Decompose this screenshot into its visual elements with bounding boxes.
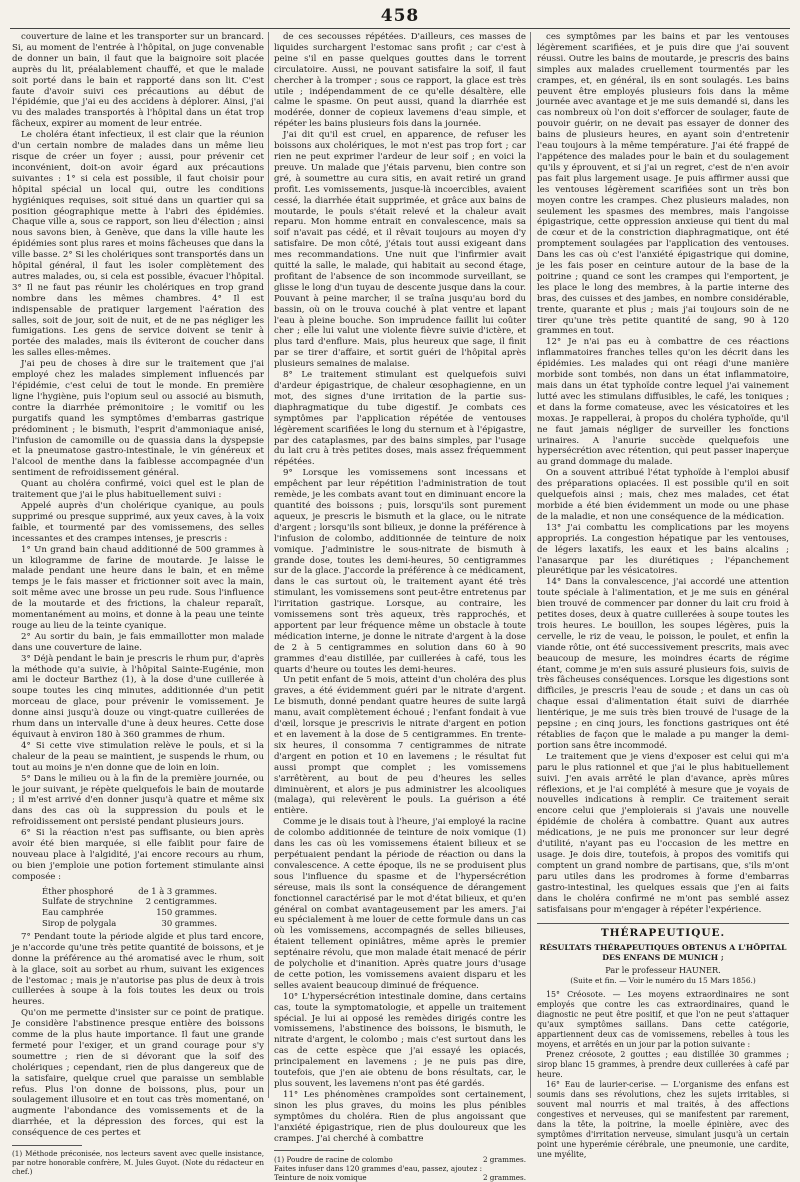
paragraph: 11° Les phénomènes crampoïdes sont certainement, sinon les plus graves, du moins les plus pénibles symptômes du choléra. Rien de plus angoissant que l'anxiété épigastrique, rien de plus douloureux que les crampes. J'ai cherché à combattre <box>274 1089 526 1144</box>
paragraph: Le traitement que je viens d'exposer est celui qui m'a paru le plus rationnel et que j'ai le plus habituellement suivi. J'en avais arrêté le plan d'avance, après mûres réflexions, et je l'ai complété à mesure que je voyais de nouvelles indications à remplir. Ce traitement serait encore celui que j'emploierais si j'avais une nouvelle épidémie de choléra à combattre. Quant aux autres médications, je ne puis me prononcer sur leur degré d'utilité, n'ayant pas eu l'occasion de les mettre en usage. Je dois dire, toutefois, à propos des vomitifs qui comptent un grand nombre de partisans, que, s'ils m'ont paru utiles dans les prodromes à forme d'embarras gastro-intestinal, les quelques essais que j'en ai faits dans le choléra confirmé ne m'ont pas semblé assez satisfaisans pour m'engager à répéter l'expérience. <box>537 751 789 915</box>
paragraph: couverture de laine et les transporter sur un brancard. Si, au moment de l'entrée à l'hôpital, on juge convenable de donner un bain, il faut que la baignoire soit placée auprès du lit, préalablement chauffé, et que le malade soit porté dans le bain et rapporté dans son lit. C'est faute d'avoir suivi ces précautions au début de l'épidémie, que j'ai eu des accidens à déplorer. Ainsi, j'ai vu des malades transportés à l'hôpital dans un état trop fâcheux, expirer au moment de leur entrée. <box>12 32 264 130</box>
formula-row <box>42 896 217 907</box>
column-divider <box>530 32 531 1098</box>
paragraph: Appelé auprès d'un cholérique cyanique, au pouls supprimé ou presque supprimé, aux yeux caves, à la voix faible, et tourmenté par des vomissemens, des selles incessantes et des crampes intenses, je prescris : <box>12 500 264 544</box>
paragraph: 1° Un grand bain chaud additionné de 500 grammes à un kilogramme de farine de moutarde. Je laisse le malade pendant une heure dans le bain, et en même temps je le fais masser et frictionner soit avec la main, soit même avec une brosse un peu rude. Sous l'influence de la moutarde et des frictions, la chaleur reparaît, momentanément au moins, et donne à la peau une teinte rouge au lieu de la teinte cyanique. <box>12 544 264 631</box>
footnote: (1) Méthode préconisée, nos lecteurs savent avec quelle insistance, par notre honorable confrère, M. Jules Guyot. (Note du rédacteur en chef.) <box>12 1149 264 1177</box>
column-left <box>12 32 264 1177</box>
column-right <box>537 32 789 1160</box>
paragraph: 15° Créosote. — Les moyens extraordinaires ne sont employés que contre les cas extraordinaires, quand le diagnostic ne peut être positif, et que l'on ne peut s'attaquer qu'aux symptômes saillans. Dans cette catégorie, appartiennent deux cas de vomissemens, rebelles à tous les moyens, et arrêtés en un jour par la potion suivante : <box>537 990 789 1050</box>
paragraph: 2° Au sortir du bain, je fais emmaillotter mon malade dans une couverture de laine. <box>12 631 264 653</box>
paragraph: Quant au choléra confirmé, voici quel est le plan de traitement que j'ai le plus habituellement suivi : <box>12 479 264 501</box>
paragraph: 4° Si cette vive stimulation relève le pouls, et si la chaleur de la peau se maintient, je suspends le rhum, ou tout au moins je n'en donne que de loin en loin. <box>12 740 264 773</box>
paragraph: de ces secousses répétées. D'ailleurs, ces masses de liquides surchargent l'estomac sans profit ; car c'est à peine s'il en passe quelques gouttes dans le torrent circulatoire. Aussi, ne pouvant satisfaire la soif, il faut chercher à la tromper ; sous ce rapport, la glace est très utile ; indépendamment de ce qu'elle désaltère, elle calme le spasme. On peut aussi, quand la diarrhée est modérée, donner de copieux lavemens d'eau simple, et répéter les bains plusieurs fois dans la journée. <box>274 32 526 130</box>
footnote-rule <box>12 1145 82 1146</box>
quantity: 30 grammes. <box>161 918 217 929</box>
paragraph: 5° Dans le milieu ou à la fin de la première journée, ou le jour suivant, je répète quelquefois le bain de moutarde ; il m'est arrivé d'en donner jusqu'à quatre et même six dans des cas où la suppression du pouls et le refroidissement ont persisté pendant plusieurs jours. <box>12 773 264 828</box>
ingredient: Eau camphrée <box>42 907 104 918</box>
paragraph: Le choléra étant infectieux, il est clair que la réunion d'un certain nombre de malades dans un même lieu risque de créer un foyer ; aussi, pour prévenir cet inconvénient, doit-on avoir égard aux précautions suivantes : 1° si cela est possible, il faut choisir pour hôpital spécial un local qui, outre les conditions hygiéniques requises, soit situé dans un quartier qui sa position géographique mette à l'abri des épidémies. Chaque ville a, sous ce rapport, son lieu d'élection ; ainsi nous savons bien, à Genève, que dans la ville haute les épidémies sont plus rares et moins fâcheuses que dans la ville basse. 2° Si les cholériques sont transportés dans un hôpital général, il faut les isoler complètement des autres malades, ou, si cela est possible, évacuer l'hôpital. 3° Il ne faut pas réunir les cholériques en trop grand nombre dans les mêmes chambres. 4° Il est indispensable de pratiquer largement l'aération des salles, soit de jour, soit de nuit, et de ne pas négliger les fumigations. Les gens de service doivent se tenir à portée des malades, mais ils éviteront de coucher dans les salles elles-mêmes. <box>12 130 264 359</box>
paragraph: J'ai dit qu'il est cruel, en apparence, de refuser les boissons aux cholériques, le mot n'est pas trop fort ; car rien ne peut exprimer l'ardeur de leur soif ; en voici la preuve. Un malade que j'étais parvenu, bien contre son gré, à soumettre au cura sitis, en avait retiré un grand profit. Les vomissements, jusque-là incoercibles, avaient cessé, la diarrhée était supprimée, et grâce aux bains de moutarde, le pouls s'était relevé et la chaleur avait reparu. Mon homme entrait en convalescence, mais sa soif n'avait pas cédé, et il rêvait toujours au moyen d'y satisfaire. De mon côté, j'étais tout aussi exigeant dans mes recommandations. Une nuit que l'infirmier avait quitté la salle, le malade, qui habitait au second étage, profitant de l'absence de son incommode surveillant, se glisse le long d'un tuyau de descente jusque dans la cour. Pouvant à peine marcher, il se traîna jusqu'au bord du bassin, où on le trouva couché à plat ventre et lapant l'eau à pleine bouche. Son imprudence faillit lui coûter cher ; elle lui valut une violente fièvre suivie d'ictère, et plus tard d'enflure. Mais, plus heureux que sage, il finit par se tirer d'affaire, et sortit guéri de l'hôpital après plusieurs semaines de malaise. <box>274 130 526 370</box>
paragraph: 13° J'ai combattu les complications par les moyens appropriés. La congestion hépatique par les ventouses, de légers laxatifs, les eaux et les bains alcalins ; l'anasarque par les diurétiques ; l'épanchement pleurétique par les vésicatoires. <box>537 522 789 577</box>
formula-row <box>42 907 217 918</box>
ingredient: Sirop de polygala <box>42 918 117 929</box>
formula-row <box>274 1155 526 1164</box>
sequel-note: (Suite et fin. — Voir le numéro du 15 Mars 1856.) <box>570 976 756 986</box>
column-divider <box>268 32 269 1098</box>
ingredient: Teinture de noix vomique <box>274 1173 367 1182</box>
page-number: 458 <box>380 6 420 26</box>
formula-row <box>274 1173 526 1182</box>
paragraph: ces symptômes par les bains et par les ventouses légèrement scarifiées, et je puis dire que j'ai souvent réussi. Outre les bains de moutarde, je prescris des bains simples aux malades cruellement tourmentés par les crampes, et, en général, ils en sont soulagés. Les bains peuvent être employés plusieurs fois dans la même journée avec avantage et je me suis demandé si, dans les cas nombreux où l'on doit s'efforcer de soulager, faute de pouvoir guérir, on ne devait pas essayer de donner des bains de plusieurs heures, en ayant soin d'entretenir l'eau toujours à la même température. J'ai été frappé de l'appétence des malades pour le bain et du soulagement qu'ils y éprouvent, et si j'ai un regret, c'est de n'en avoir pas fait plus largement usage. Je puis affirmer aussi que les ventouses légèrement scarifiées sont un très bon moyen contre les crampes. Chez plusieurs malades, non seulement les spasmes des membres, mais l'angoisse épigastrique, cette oppression anxieuse qui tient du mal de cœur et de la constriction diaphragmatique, ont été promptement soulagées par l'application des ventouses. Dans les cas où c'est l'anxiété épigastrique qui domine, je les fais poser en ceinture autour de la base de la poitrine ; quand ce sont les crampes qui l'emportent, je les place le long des membres, à la partie interne des bras, des cuisses et des jambes, en nombre considérable, trente, quarante et plus ; mais j'ai toujours soin de ne tirer qu'une très petite quantité de sang, 90 à 120 grammes en tout. <box>537 32 789 337</box>
paragraph: Un petit enfant de 5 mois, atteint d'un choléra des plus graves, a été évidemment guéri par le nitrate d'argent. Le bismuth, donné pendant quatre heures de suite largâ manu, avait complètement échoué ; l'enfant fondait à vue d'œil, lorsque je prescrivis le nitrate d'argent en potion et en lavement à la dose de 5 centigrammes. En trente-six heures, il consomma 7 centigrammes de nitrate d'argent en potion et 10 en lavemens ; le résultat fut aussi prompt que complet ; les vomissemens s'arrêtèrent, au bout de peu d'heures les selles diminuèrent, et alors je pus administrer les alcooliques (malaga), qui relevèrent le pouls. La guérison a été entière. <box>274 675 526 817</box>
ingredient: Faites infuser dans 120 grammes d'eau, passez, ajoutez : <box>274 1164 483 1174</box>
paragraph: 3° Déjà pendant le bain je prescris le rhum pur, d'après la méthode qu'a suivie, à l'hôpital Sainte-Eugénie, mon ami le docteur Barthez (1), à la dose d'une cuillerée à soupe toutes les cinq minutes, additionnée d'un petit morceau de glace, pour prévenir le vomissement. Je donne ainsi jusqu'à douze ou vingt-quatre cuillerées de rhum dans un intervalle d'une à deux heures. Cette dose équivaut à environ 180 à 360 grammes de rhum. <box>12 653 264 740</box>
column-middle <box>274 32 526 1182</box>
quantity: 2 grammes. <box>482 1155 526 1165</box>
paragraph: 12° Je n'ai pas eu à combattre de ces réactions inflammatoires franches telles qu'on les décrit dans les épidémies. Les malades qui ont réagi d'une manière morbide sont tombés, non dans un état inflammatoire, mais dans un état typhoïde contre lequel j'ai vainement lutté avec les stimulans diffusibles, le café, les toniques ; et dans la forme comateuse, avec les vésicatoires et les moxas. Je rappellerai, à propos du choléra typhoïde, qu'il ne faut jamais négliger de surveiller les fonctions urinaires. A l'anurie succède quelquefois une hypersécrétion avec rétention, qui peut passer inaperçue au grand dommage du malade. <box>537 337 789 468</box>
paragraph: 9° Lorsque les vomissemens sont incessans et empêchent par leur répétition l'administration de tout remède, je les combats avant tout en diminuant encore la quantité des boissons ; puis, lorsqu'ils sont purement aqueux, je prescris le bismuth et la glace, ou le nitrate d'argent ; lorsqu'ils sont bilieux, je donne la préférence à l'infusion de colombo, additionnée de teinture de noix vomique. J'administre le sous-nitrate de bismuth à grande dose, toutes les demi-heures, 50 centigrammes sur de la glace. J'accorde la préférence à ce médicament, dans le cas surtout où, le traitement ayant été très stimulant, les vomissemens sont peut-être entretenus par l'irritation gastrique. Lorsque, au contraire, les vomissemens sont très aqueux, très rapprochés, et apportent par leur fréquence même un obstacle à toute médication interne, je donne le nitrate d'argent à la dose de 2 à 5 centigrammes en solution dans 60 à 90 grammes d'eau distillée, par cuillerées à café, tous les quarts d'heure ou toutes les demi-heures. <box>274 468 526 675</box>
paragraph: Qu'on me permette d'insister sur ce point de pratique. Je considère l'abstinence presque entière des boissons comme de la plus haute importance. Il faut une grande fermeté pour l'exiger, et un grand courage pour s'y soumettre ; rien de si dévorant que la soif des cholériques ; cependant, rien de plus dangereux que de la satisfaire, quelque cruel que paraisse un semblable refus. Plus l'on donne de boissons, plus, pour un soulagement illusoire et en tout cas très momentané, on augmente l'abondance des vomissements et de la diarrhée, et la dépression des forces, qui est la conséquence de ces pertes et <box>12 1008 264 1139</box>
paragraph: Comme je le disais tout à l'heure, j'ai employé la racine de colombo additionnée de teinture de noix vomique (1) dans les cas où les vomissemens étaient bilieux et se perpétuaient pendant la période de réaction ou dans la convalescence. A cette époque, ils ne se produisent plus sous l'influence du spasme et de l'hypersécrétion séreuse, mais ils sont la conséquence de dérangement fonctionnel caractérisé par le mot d'état bilieux, et qu'en général on combat avantageusement par les amers. J'ai eu spécialement à me louer de cette formule dans un cas où les vomissemens, accompagnés de selles bilieuses, étaient tellement opiniâtres, même après le premier septénaire révolu, que mon malade était menacé de périr de polycholie et d'inanition. Après quatre jours d'usage de cette potion, les vomissemens avaient disparu et les selles avaient beaucoup diminué de fréquence. <box>274 817 526 991</box>
header-rule <box>10 28 790 29</box>
ingredient: Sulfate de strychnine <box>42 896 133 907</box>
formula-row <box>42 918 217 929</box>
footnote-formula <box>274 1155 526 1182</box>
paragraph: 14° Dans la convalescence, j'ai accordé une attention toute spéciale à l'alimentation, et je me suis en général bien trouvé de commencer par donner du lait cru froid à petites doses, deux à quatre cuillerées à soupe toutes les trois heures. Le bouillon, les soupes légères, puis la cervelle, le riz de veau, le poisson, le poulet, et enfin la viande rôtie, ont été successivement prescrits, mais avec beaucoup de mesure, les moindres écarts de régime étant, comme je m'en suis assuré plusieurs fois, suivis de très fâcheuses conséquences. Lorsque les digestions sont difficiles, je prescris l'eau de soude ; et dans un cas où chaque essai d'alimentation était suivi de diarrhée lientérique, je me suis très bien trouvé de l'usage de la pepsine ; en cinq jours, les fonctions gastriques ont été rétablies de façon que le malade a pu manger la demi-portion sans être incommodé. <box>537 577 789 751</box>
section-title: THÉRAPEUTIQUE. <box>537 923 789 939</box>
paragraph: 7° Pendant toute la période algide et plus tard encore, je n'accorde qu'une très petite quantité de boissons, et je donne la préférence au thé aromatisé avec le rhum, soit à la glace, soit au sorbet au rhum, suivant les exigences de l'estomac ; mais je n'autorise pas plus de deux à trois cuillerées à soupe à la fois toutes les deux ou trois heures. <box>12 931 264 1008</box>
ingredient: (1) Poudre de racine de colombo <box>274 1155 393 1165</box>
formula-row <box>274 1164 526 1173</box>
prescription-formula <box>42 886 264 929</box>
article-heading: RÉSULTATS THÉRAPEUTIQUES OBTENUS A L'HÔPITAL DES ENFANS DE MUNICH ; <box>539 943 787 962</box>
quantity: 2 centigrammes. <box>145 896 217 907</box>
quantity: de 1 à 3 grammes. <box>138 885 217 896</box>
paragraph: 8° Le traitement stimulant est quelquefois suivi d'ardeur épigastrique, de chaleur œsophagienne, en un mot, des signes d'une irritation de la partie sus-diaphragmatique du tube digestif. Je combats ces symptômes par l'application répétée de ventouses légèrement scarifiées le long du sternum et à l'épigastre, par des cataplasmes, par des bains simples, par l'usage du lait cru à très petites doses, mais assez fréquemment répétées. <box>274 370 526 468</box>
quantity: 2 grammes. <box>482 1173 526 1182</box>
paragraph: 10° L'hypersécrétion intestinale domine, dans certains cas, toute la symptomatologie, et appelle un traitement spécial. Je lui ai opposé les remèdes dirigés contre les vomissemens, l'abstinence des boissons, le bismuth, le nitrate d'argent, le colombo ; mais c'est surtout dans les cas de cette espèce que j'ai essayé les opiacés, principalement en lavemens ; je ne puis pas dire, toutefois, que j'en aie obtenu de bons résultats, car, le plus souvent, les lavemens n'ont pas été gardés. <box>274 991 526 1089</box>
paragraph: 16° Eau de laurier-cerise. — L'organisme des enfans est soumis dans ses révolutions, chez les sujets irritables, si souvent mal nourris et mal traités, à des affections congestives et nerveuses, qui se manifestent par rarement, dans la tête, la poitrine, la moelle épinière, avec des symptômes d'irritation nerveuse, simulant jusqu'à un certain point une hyperémie cérébrale, une pneumonie, une cardite, une myélite, <box>537 1080 789 1160</box>
formula-row <box>42 886 217 897</box>
footnote-rule <box>274 1150 344 1151</box>
paragraph: Prenez créosote, 2 gouttes ; eau distillée 30 grammes ; sirop blanc 15 grammes, à prendre deux cuillerées à café par heure. <box>537 1050 789 1080</box>
paragraph: On a souvent attribué l'état typhoïde à l'emploi abusif des préparations opiacées. Il est possible qu'il en soit quelquefois ainsi ; mais, chez mes malades, cet état morbide a été bien évidemment un mode ou une phase de la maladie, et non une conséquence de la médication. <box>537 468 789 522</box>
paragraph: J'ai peu de choses à dire sur le traitement que j'ai employé chez les malades simplement influencés par l'épidémie, c'est celui de tout le monde. En première ligne l'hygiène, puis l'opium seul ou associé au bismuth, contre la diarrhée prémonitoire ; le vomitif ou les purgatifs quand les symptômes d'embarras gastrique prédominent ; le bismuth, l'esprit d'ammoniaque anisé, l'infusion de camomille ou de quassia dans la dyspepsie et la pneumatose gastro-intestinale, le vin généreux et l'alcool de menthe dans la faiblesse accompagnée d'un sentiment de refroidissement général. <box>12 359 264 479</box>
ingredient: Éther phosphoré <box>42 885 114 896</box>
byline: Par le professeur HAUNER. <box>605 964 721 975</box>
quantity: 150 grammes. <box>156 907 217 918</box>
paragraph: 6° Si la réaction n'est pas suffisante, ou bien après avoir été bien marquée, si elle faiblit pour faire de nouveau place à l'algidité, j'ai encore recours au rhum, ou bien j'emploie une potion fortement stimulante ainsi composée : <box>12 828 264 882</box>
